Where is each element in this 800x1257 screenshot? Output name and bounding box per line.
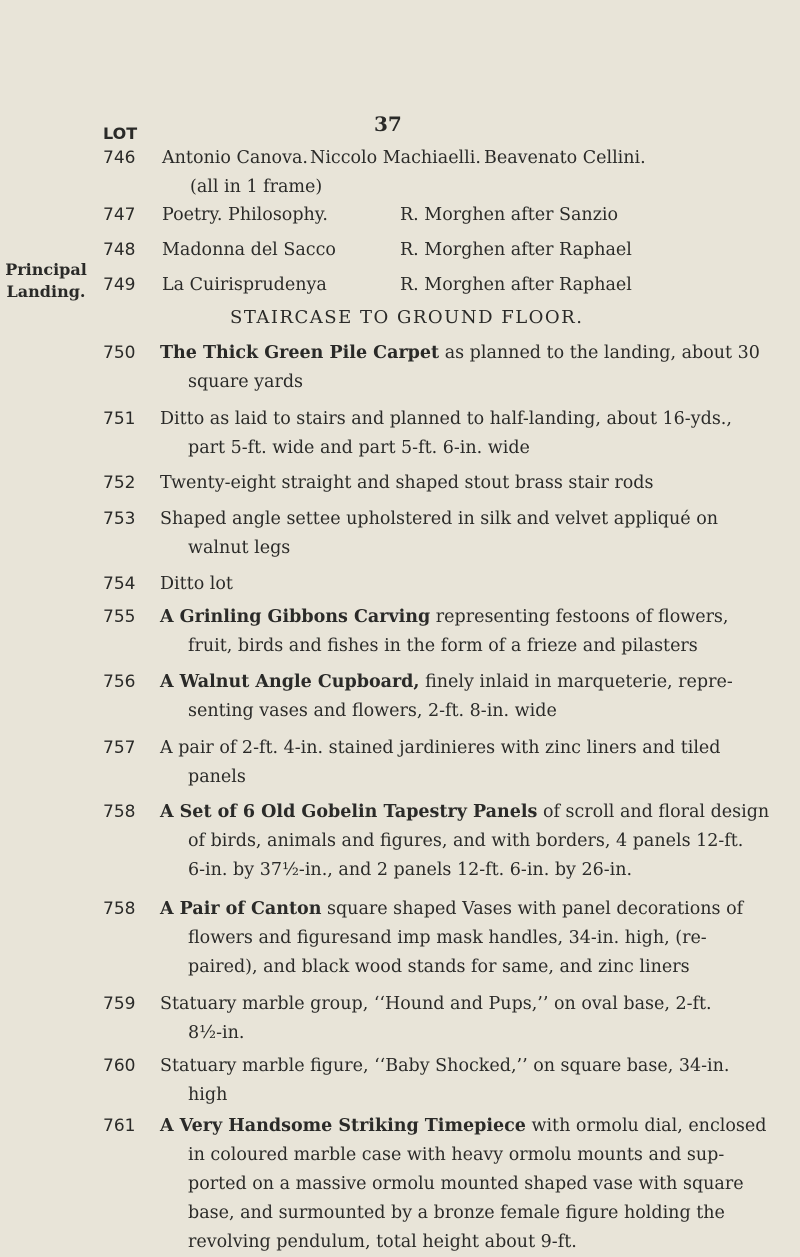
- lot-number: 746: [103, 148, 136, 168]
- lot-description-cont: walnut legs: [188, 538, 291, 558]
- lot-number: 749: [103, 275, 136, 295]
- lot-description-cont: of birds, animals and figures, and with borders, 4 panels 12-ft.: [188, 831, 744, 851]
- lot-description: Statuary marble figure, ‘‘Baby Shocked,’’ on square base, 34-in.: [160, 1056, 730, 1076]
- lot-description: Statuary marble group, ‘‘Hound and Pups,’’ on oval base, 2-ft.: [160, 994, 712, 1014]
- print-title: Poetry. Philosophy.: [162, 205, 328, 225]
- portrait-title: Beavenato Cellini.: [484, 148, 646, 168]
- lot-number: 759: [103, 994, 136, 1014]
- lot-description-cont: panels: [188, 767, 246, 787]
- lot-description: Twenty-eight straight and shaped stout brass stair rods: [160, 473, 654, 493]
- lot-description-cont: flowers and figuresand imp mask handles, 34-in. high, (re-: [188, 928, 707, 948]
- lot-description-cont: 8½-in.: [188, 1023, 245, 1043]
- lot-description-cont: senting vases and flowers, 2-ft. 8-in. wide: [188, 701, 557, 721]
- lot-title: A Set of 6 Old Gobelin Tapestry Panels: [160, 802, 538, 822]
- side-label-line-2: Landing.: [6, 282, 86, 301]
- lot-column-header: LOT: [103, 124, 138, 143]
- lot-description-cont: revolving pendulum, total height about 9-ft.: [188, 1232, 577, 1252]
- portrait-title: Antonio Canova.: [162, 148, 308, 168]
- lot-description: square shaped Vases with panel decorations of: [321, 899, 744, 919]
- section-heading: STAIRCASE TO GROUND FLOOR.: [230, 307, 584, 328]
- print-engraver: R. Morghen after Raphael: [400, 275, 632, 295]
- lot-number: 747: [103, 205, 136, 225]
- lot-description: Ditto lot: [160, 574, 233, 594]
- portrait-title: Niccolo Machiaelli.: [310, 148, 481, 168]
- lot-description-cont: base, and surmounted by a bronze female figure holding the: [188, 1203, 725, 1223]
- lot-number: 760: [103, 1056, 136, 1076]
- lot-number: 757: [103, 738, 136, 758]
- lot-number: 751: [103, 409, 136, 429]
- print-title: Madonna del Sacco: [162, 240, 336, 260]
- lot-description: as planned to the landing, about 30: [439, 343, 760, 363]
- lot-description-cont: in coloured marble case with heavy ormolu mounts and sup-: [188, 1145, 725, 1165]
- lot-number: 761: [103, 1116, 136, 1136]
- lot-description: with ormolu dial, enclosed: [525, 1116, 767, 1136]
- lot-title: A Grinling Gibbons Carving: [160, 607, 431, 627]
- lot-description: Shaped angle settee upholstered in silk and velvet appliqué on: [160, 509, 719, 529]
- lot-description-cont: square yards: [188, 372, 304, 392]
- page-number: 37: [374, 112, 402, 136]
- lot-title: A Pair of Canton: [160, 899, 322, 919]
- lot-number: 758: [103, 899, 136, 919]
- lot-number: 755: [103, 607, 136, 627]
- side-label-line-1: Principal: [5, 260, 87, 279]
- lot-entry: [0, 1112, 800, 1252]
- lot-title: The Thick Green Pile Carpet: [160, 343, 440, 363]
- lot-number: 748: [103, 240, 136, 260]
- lot-description-cont: fruit, birds and fishes in the form of a frieze and pilasters: [188, 636, 698, 656]
- lot-title: A Walnut Angle Cupboard,: [160, 672, 420, 692]
- lot-description: Ditto as laid to stairs and planned to half-landing, about 16-yds.,: [160, 409, 732, 429]
- print-engraver: R. Morghen after Sanzio: [400, 205, 619, 225]
- side-label: [4, 259, 88, 303]
- lot-title: A Very Handsome Striking Timepiece: [160, 1116, 526, 1136]
- lot-description-cont: part 5-ft. wide and part 5-ft. 6-in. wide: [188, 438, 530, 458]
- lot-number: 754: [103, 574, 136, 594]
- lot-description-cont: paired), and black wood stands for same, and zinc liners: [188, 957, 690, 977]
- lot-description-cont: high: [188, 1085, 228, 1105]
- print-title: La Cuirisprudenya: [162, 275, 327, 295]
- lot-description: of scroll and floral design: [537, 802, 770, 822]
- lot-number: 752: [103, 473, 136, 493]
- lot-description-cont: ported on a massive ormolu mounted shaped vase with square: [188, 1174, 744, 1194]
- lot-number: 750: [103, 343, 136, 363]
- frame-note: (all in 1 frame): [190, 177, 323, 197]
- print-engraver: R. Morghen after Raphael: [400, 240, 632, 260]
- lot-description: finely inlaid in marqueterie, repre-: [419, 672, 733, 692]
- lot-description-cont: 6-in. by 37½-in., and 2 panels 12-ft. 6-in. by 26-in.: [188, 860, 633, 880]
- lot-description: representing festoons of flowers,: [430, 607, 729, 627]
- lot-number: 758: [103, 802, 136, 822]
- lot-description: A pair of 2-ft. 4-in. stained jardinieres with zinc liners and tiled: [160, 738, 721, 758]
- lot-number: 756: [103, 672, 136, 692]
- lot-number: 753: [103, 509, 136, 529]
